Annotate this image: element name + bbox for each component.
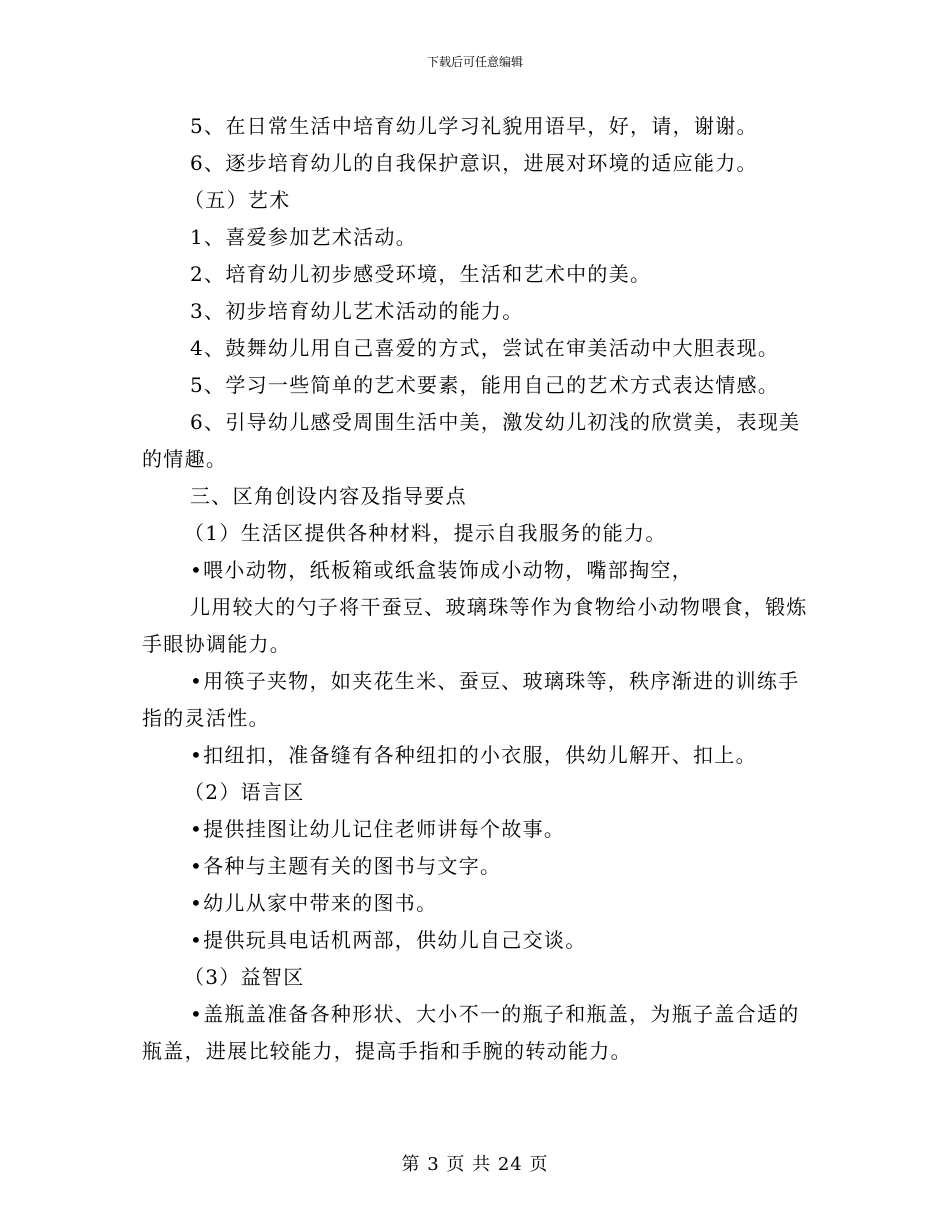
paragraph: 4、鼓舞幼儿用自己喜爱的方式，尝试在审美活动中大胆表现。 bbox=[190, 336, 780, 360]
bullet-item: •各种与主题有关的图书与文字。 bbox=[190, 854, 502, 878]
bullet-item: •扣纽扣，准备缝有各种纽扣的小衣服，供幼儿解开、扣上。 bbox=[190, 743, 757, 767]
paragraph: 5、在日常生活中培育幼儿学习礼貌用语早，好，请，谢谢。 bbox=[190, 114, 758, 138]
paragraph: 2、培育幼儿初步感受环境，生活和艺术中的美。 bbox=[190, 262, 652, 286]
subsection-heading: （1）生活区提供各种材料，提示自我服务的能力。 bbox=[184, 521, 667, 545]
section-heading: （五）艺术 bbox=[184, 188, 291, 212]
bullet-item: •幼儿从家中带来的图书。 bbox=[190, 891, 438, 915]
paragraph: 6、引导幼儿感受周围生活中美，激发幼儿初浅的欣赏美，表现美的情趣。 bbox=[142, 410, 801, 471]
subsection-heading: （3）益智区 bbox=[184, 965, 305, 989]
bullet-item: •用筷子夹物，如夹花生米、蚕豆、玻璃珠等，秩序渐进的训练手指的灵活性。 bbox=[142, 669, 800, 730]
bullet-item: •喂小动物，纸板箱或纸盒装饰成小动物，嘴部掏空， bbox=[190, 558, 693, 582]
paragraph: 儿用较大的勺子将干蚕豆、玻璃珠等作为食物给小动物喂食，锻炼手眼协调能力。 bbox=[142, 595, 808, 656]
paragraph: 6、逐步培育幼儿的自我保护意识，进展对环境的适应能力。 bbox=[190, 151, 758, 175]
page-footer: 第 3 页 共 24 页 bbox=[401, 1154, 549, 1175]
paragraph: 5、学习一些简单的艺术要素，能用自己的艺术方式表达情感。 bbox=[190, 373, 780, 397]
page-header: 下载后可任意编辑 bbox=[426, 55, 523, 69]
bullet-item: •盖瓶盖准备各种形状、大小不一的瓶子和瓶盖，为瓶子盖合适的瓶盖，进展比较能力，提高手指和手腕的转动能力。 bbox=[142, 1002, 800, 1063]
subsection-heading: （2）语言区 bbox=[184, 780, 305, 804]
document-body bbox=[142, 108, 812, 1070]
paragraph: 1、喜爱参加艺术活动。 bbox=[190, 225, 418, 249]
bullet-item: •提供玩具电话机两部，供幼儿自己交谈。 bbox=[190, 928, 587, 952]
bullet-item: •提供挂图让幼儿记住老师讲每个故事。 bbox=[190, 817, 566, 841]
paragraph: 3、初步培育幼儿艺术活动的能力。 bbox=[190, 299, 524, 323]
section-heading: 三、区角创设内容及指导要点 bbox=[190, 484, 467, 508]
